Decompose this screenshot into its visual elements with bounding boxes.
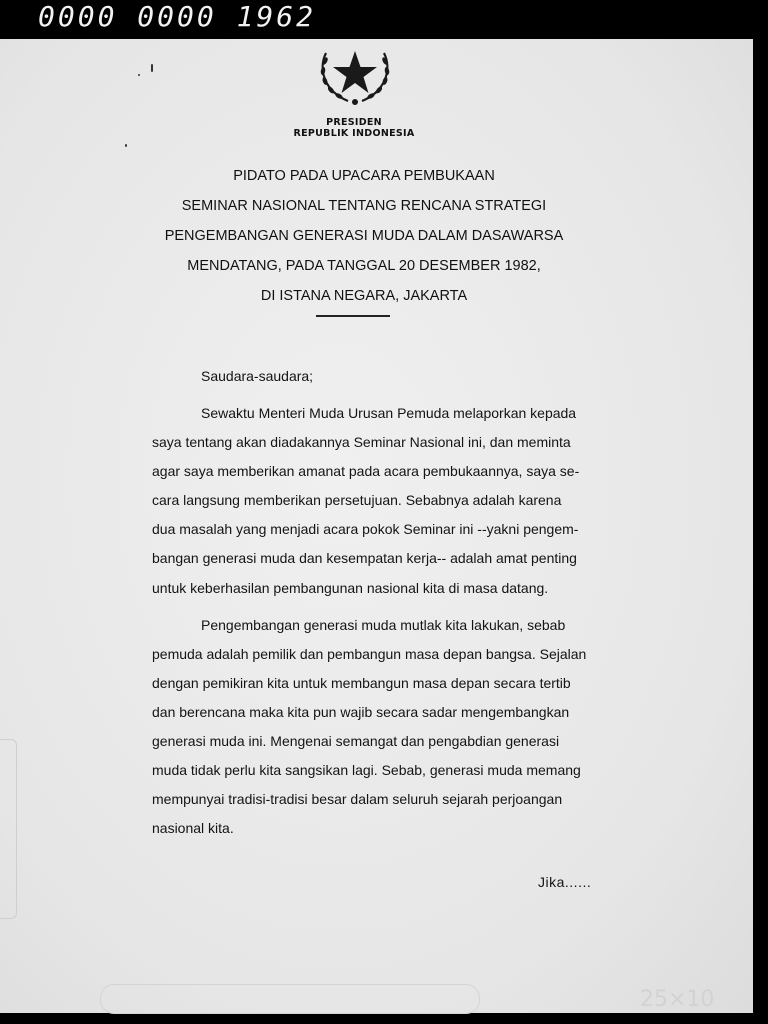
paragraph-line: Pengembangan generasi muda mutlak kita lakukan, sebab (201, 616, 566, 633)
letterhead-line-presiden: PRESIDEN (326, 117, 382, 128)
letterhead-line-republik: REPUBLIK INDONESIA (293, 128, 415, 139)
title-line: DI ISTANA NEGARA, JAKARTA (260, 288, 468, 304)
scan-smudge (100, 984, 480, 1014)
paragraph-line: untuk keberhasilan pembangunan nasional kita di masa datang. (152, 579, 549, 596)
page-edge-mark (0, 739, 17, 919)
paragraph-line: muda tidak perlu kita sangsikan lagi. Sebab, generasi muda memang (152, 762, 581, 779)
paragraph-line: generasi muda ini. Mengenai semangat dan pengabdian generasi (152, 733, 560, 750)
document-page (0, 39, 753, 1013)
paragraph-line: agar saya memberikan amanat pada acara pembukaannya, saya se- (152, 463, 580, 480)
scan-speck (138, 74, 140, 76)
paragraph-line: saya tentang akan diadakannya Seminar Nasional ini, dan meminta (152, 434, 571, 451)
paragraph-line: nasional kita. (152, 820, 234, 837)
paragraph-line: bangan generasi muda dan kesempatan kerja-- adalah amat penting (152, 550, 577, 567)
title-underline (316, 315, 390, 317)
title-line: PIDATO PADA UPACARA PEMBUKAAN (233, 168, 495, 184)
title-line: MENDATANG, PADA TANGGAL 20 DESEMBER 1982, (187, 258, 541, 274)
paragraph-gap (152, 603, 632, 611)
film-frame-code: 0000 0000 1962 (38, 0, 317, 33)
paragraph-line: Sewaktu Menteri Muda Urusan Pemuda melaporkan kepada (201, 405, 577, 421)
scan-speck (151, 64, 153, 72)
faint-stamp-mark: 25×10 (640, 987, 715, 1012)
continuation-marker: Jika...... (538, 874, 592, 890)
paragraph-line: mempunyai tradisi-tradisi besar dalam seluruh sejarah perjoangan (152, 791, 563, 808)
paragraph-line: cara langsung memberikan persetujuan. Sebabnya adalah karena (152, 492, 562, 509)
paragraph-1 (152, 399, 632, 603)
paragraph-line: dan berencana maka kita pun wajib secara sadar mengembangkan (152, 703, 570, 720)
scan-speck (125, 144, 127, 147)
title-line: PENGEMBANGAN GENERASI MUDA DALAM DASAWARSA (164, 228, 564, 244)
salutation: Saudara-saudara; (201, 368, 314, 384)
garuda-star-wreath-emblem-icon (312, 39, 398, 107)
speech-body (152, 365, 632, 843)
letterhead (0, 117, 708, 139)
paragraph-line: pemuda adalah pemilik dan pembangun masa depan bangsa. Sejalan (152, 645, 587, 662)
speech-title (0, 161, 728, 311)
paragraph-2 (152, 611, 632, 844)
paragraph-line: dengan pemikiran kita untuk membangun masa depan secara tertib (152, 674, 571, 691)
paragraph-line: dua masalah yang menjadi acara pokok Seminar ini --yakni pengem- (152, 521, 579, 538)
title-line: SEMINAR NASIONAL TENTANG RENCANA STRATEGI (181, 198, 547, 214)
